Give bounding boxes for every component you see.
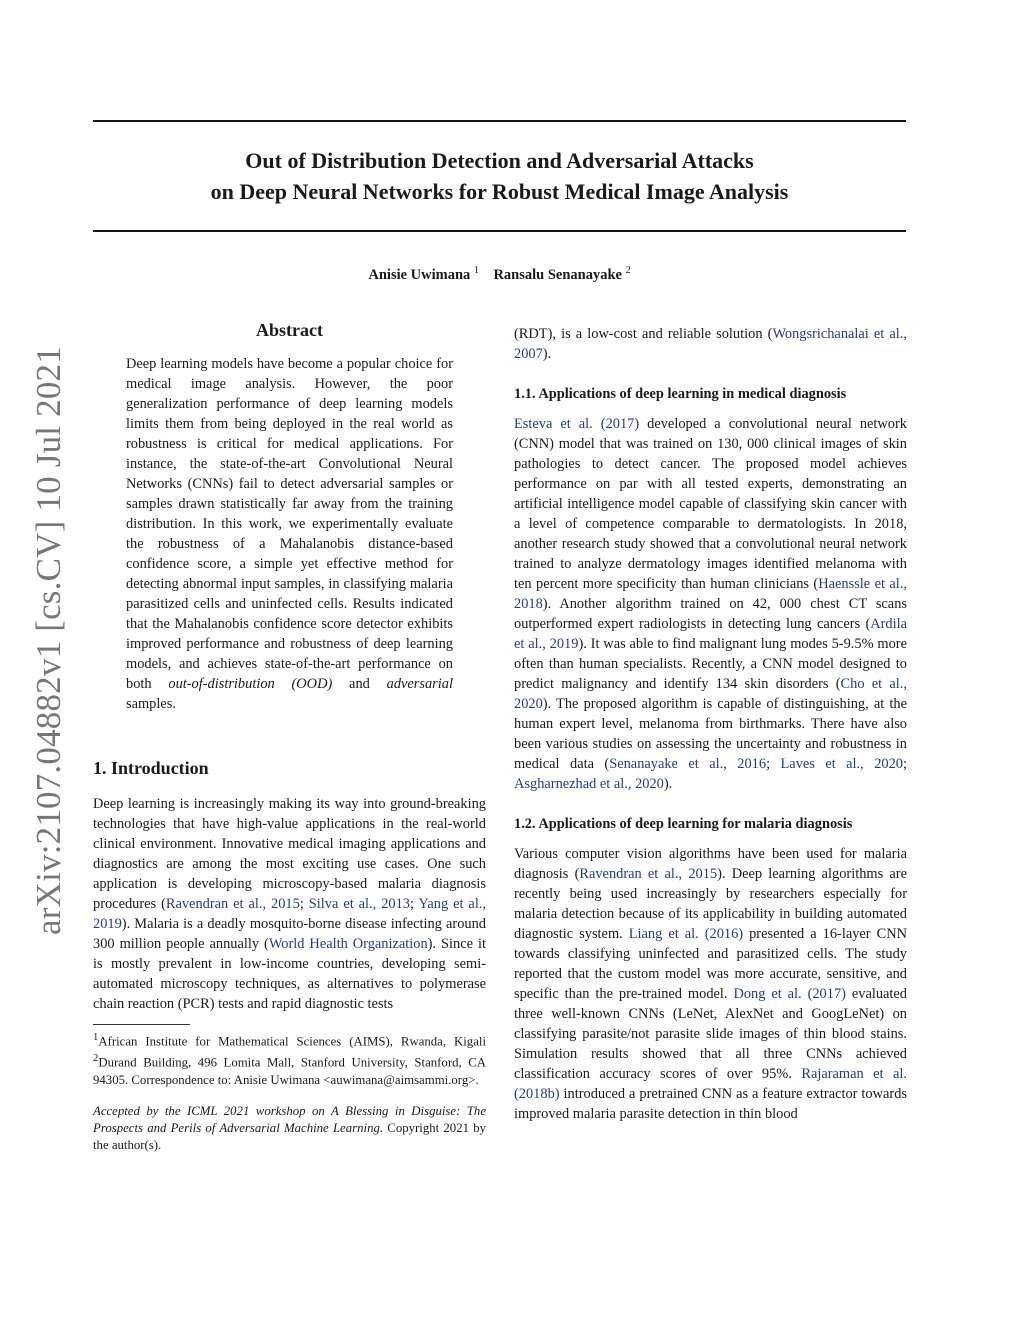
- footnote-mark-2: 2: [93, 1053, 99, 1065]
- subsection-heading-1-1: 1.1. Applications of deep learning in medical diagnosis: [514, 386, 847, 402]
- intro-text-c: ). Since it is mostly prevalent in low-income countries, developing semi-automated microscopy techniques, as alternatives to polymerase chain reaction (PCR) tests and rapid diagnostic tests: [93, 936, 486, 1012]
- s12-text-c: presented a 16-layer CNN towards classifying uninfected and parasitized cells. The study reported that the custom model was more accurate, sensitive, and specific than the pre-trained model.: [514, 926, 907, 1002]
- section-heading-introduction: 1. Introduction: [93, 758, 209, 778]
- citation-who[interactable]: World Health Organization: [268, 936, 428, 952]
- abstract-adversarial-term: adversarial: [386, 676, 453, 692]
- subsection-1-2-paragraph: [514, 844, 907, 1124]
- right-column: [514, 324, 907, 1124]
- s11-text-c: ). It was able to find malignant lung modes 5-9.5% more often than human specialists. Recently, a CNN model designed to predict malignancy and identify 134 skin disorders (: [514, 636, 907, 692]
- abstract-heading: Abstract: [256, 320, 323, 340]
- abstract-end: samples.: [126, 696, 176, 712]
- cont-text-b: ).: [542, 346, 552, 362]
- subsection-1-1-paragraph: [514, 414, 907, 794]
- subsection-heading-1-2: 1.2. Applications of deep learning for malaria diagnosis: [514, 816, 853, 832]
- intro-text-b: ). Malaria is a deadly mosquito-borne disease infecting around 300 million people annually (: [93, 916, 486, 952]
- citation-silva[interactable]: Silva et al., 2013: [308, 896, 410, 912]
- citation-sep: ;: [902, 756, 907, 772]
- footnote-mark-1: 1: [93, 1032, 99, 1043]
- abstract-body: Deep learning models have become a popular choice for medical image analysis. However, the poor generalization performance of deep learning models limits them from being deployed in the real world as robustness is critical for medical applications. For instance, the state-of-the-art Convolutional Neural Networks (CNNs) fail to detect adversarial samples or samples drawn statistically far away from the training distribution. In this work, we experimentally evaluate the robustness of a Mahalanobis distance-based confidence score, a simple yet effective method for detecting abnormal input samples, in classifying malaria parasitized cells and uninfected cells. Results indicated that the Mahalanobis confidence score detector exhibits improved performance and robustness of deep learning models, and achieves state-of-the-art performance on both: [126, 356, 453, 692]
- abstract-text: [126, 354, 453, 714]
- citation-liang[interactable]: Liang et al. (2016): [628, 926, 744, 942]
- footnote-affil-1: African Institute for Mathematical Sciences (AIMS), Rwanda, Kigali: [98, 1034, 486, 1049]
- citation-asgharnezhad[interactable]: Asgharnezhad et al., 2020: [514, 776, 664, 792]
- acceptance-note: [93, 1103, 486, 1154]
- cont-text-a: (RDT), is a low-cost and reliable solution (: [514, 326, 773, 342]
- left-column: [93, 318, 486, 1154]
- author-list: [93, 265, 906, 284]
- s11-text-e: ).: [663, 776, 673, 792]
- author-2-affil: 2: [625, 265, 631, 276]
- citation-esteva[interactable]: Esteva et al. (2017): [514, 416, 640, 432]
- s12-text-e: introduced a pretrained CNN as a feature extractor towards improved malaria parasite detection in thin blood: [514, 1086, 907, 1122]
- s12-text-a: Various computer vision algorithms have been used for malaria diagnosis (: [514, 846, 907, 882]
- citation-yang[interactable]: Yang et al., 2019: [93, 896, 487, 932]
- s11-text-d: ). The proposed algorithm is capable of distinguishing, at the human expert level, melanoma from birthmarks. There have also been various studies on assessing the uncertainty and robustness in medical data (: [514, 696, 907, 772]
- abstract-ood-term: out-of-distribution (OOD): [168, 676, 333, 692]
- title-rule-top: [93, 120, 906, 122]
- citation-ravendran[interactable]: Ravendran et al., 2015: [579, 866, 718, 882]
- s12-text-b: ). Deep learning algorithms are recently being used increasingly by researchers especially for malaria detection because of its applicability in building automated diagnostic system.: [514, 866, 907, 942]
- footnote-rule: [93, 1024, 190, 1025]
- author-1: Anisie Uwimana: [368, 266, 471, 283]
- author-1-affil: 1: [473, 265, 479, 276]
- citation-sep: ;: [299, 896, 309, 912]
- citation-cho[interactable]: Cho et al., 2020: [514, 676, 907, 712]
- acceptance-venue: Accepted by the ICML 2021 workshop on A Blessing in Disguise: The Prospects and Perils of Adversarial Machine Learning.: [93, 1103, 486, 1135]
- s11-text-a: developed a convolutional neural network (CNN) model that was trained on 130, 000 clinical images of skin pathologies to detect cancer. The proposed model achieves performance on par with all tested experts, demonstrating an artificial intelligence model capable of classifying skin cancer with a level of competence comparable to dermatologists. In 2018, another research study showed that a convolutional neural network trained to analyze dermatology images identified melanoma with ten percent more specificity than human clinicians (: [514, 416, 907, 592]
- citation-ravendran[interactable]: Ravendran et al., 2015: [165, 896, 300, 912]
- citation-wongsrichanalai[interactable]: Wongsrichanalai et al., 2007: [514, 326, 907, 362]
- paper-title-line-2: on Deep Neural Networks for Robust Medical Image Analysis: [210, 179, 789, 204]
- citation-haenssle[interactable]: Haenssle et al., 2018: [514, 576, 907, 612]
- affiliation-footnote: [93, 1029, 486, 1089]
- abstract-and: and: [332, 676, 387, 692]
- title-rule-bottom: [93, 230, 906, 232]
- citation-sep: ;: [409, 896, 419, 912]
- s11-text-b: ). Another algorithm trained on 42, 000 chest CT scans outperformed expert radiologists in detecting lung cancers (: [514, 596, 907, 632]
- footnote-affil-2: Durand Building, 496 Lomita Mall, Stanford University, Stanford, CA 94305. Correspondence to: Anisie Uwimana <auwimana@aimsammi.org>.: [93, 1055, 486, 1087]
- citation-ardila[interactable]: Ardila et al., 2019: [514, 616, 907, 652]
- citation-rajaraman[interactable]: Rajaraman et al. (2018b): [514, 1066, 908, 1102]
- author-2: Ransalu Senanayake: [493, 266, 622, 283]
- paper-title-line-1: Out of Distribution Detection and Adversarial Attacks: [245, 148, 754, 173]
- intro-paragraph: [93, 794, 486, 1014]
- citation-dong[interactable]: Dong et al. (2017): [733, 986, 846, 1002]
- intro-continuation: [514, 324, 907, 364]
- arxiv-identifier: arXiv:2107.04882v1 [cs.CV] 10 Jul 2021: [29, 346, 68, 935]
- citation-senanayake[interactable]: Senanayake et al., 2016: [609, 756, 767, 772]
- copyright-note: Copyright 2021 by the author(s).: [93, 1120, 487, 1152]
- citation-sep: ;: [766, 756, 781, 772]
- citation-laves[interactable]: Laves et al., 2020: [780, 756, 903, 772]
- s12-text-d: evaluated three well-known CNNs (LeNet, AlexNet and GoogLeNet) on classifying parasite/not parasite slide images of thin blood stains. Simulation results showed that all three CNNs achieved classification accuracy scores of over 95%.: [514, 986, 907, 1082]
- intro-text-a: Deep learning is increasingly making its way into ground-breaking technologies that have high-value applications in the real-world clinical environment. Innovative medical imaging applications and diagnostics are among the most exciting use cases. One such application is developing microscopy-based malaria diagnosis procedures (: [93, 796, 486, 912]
